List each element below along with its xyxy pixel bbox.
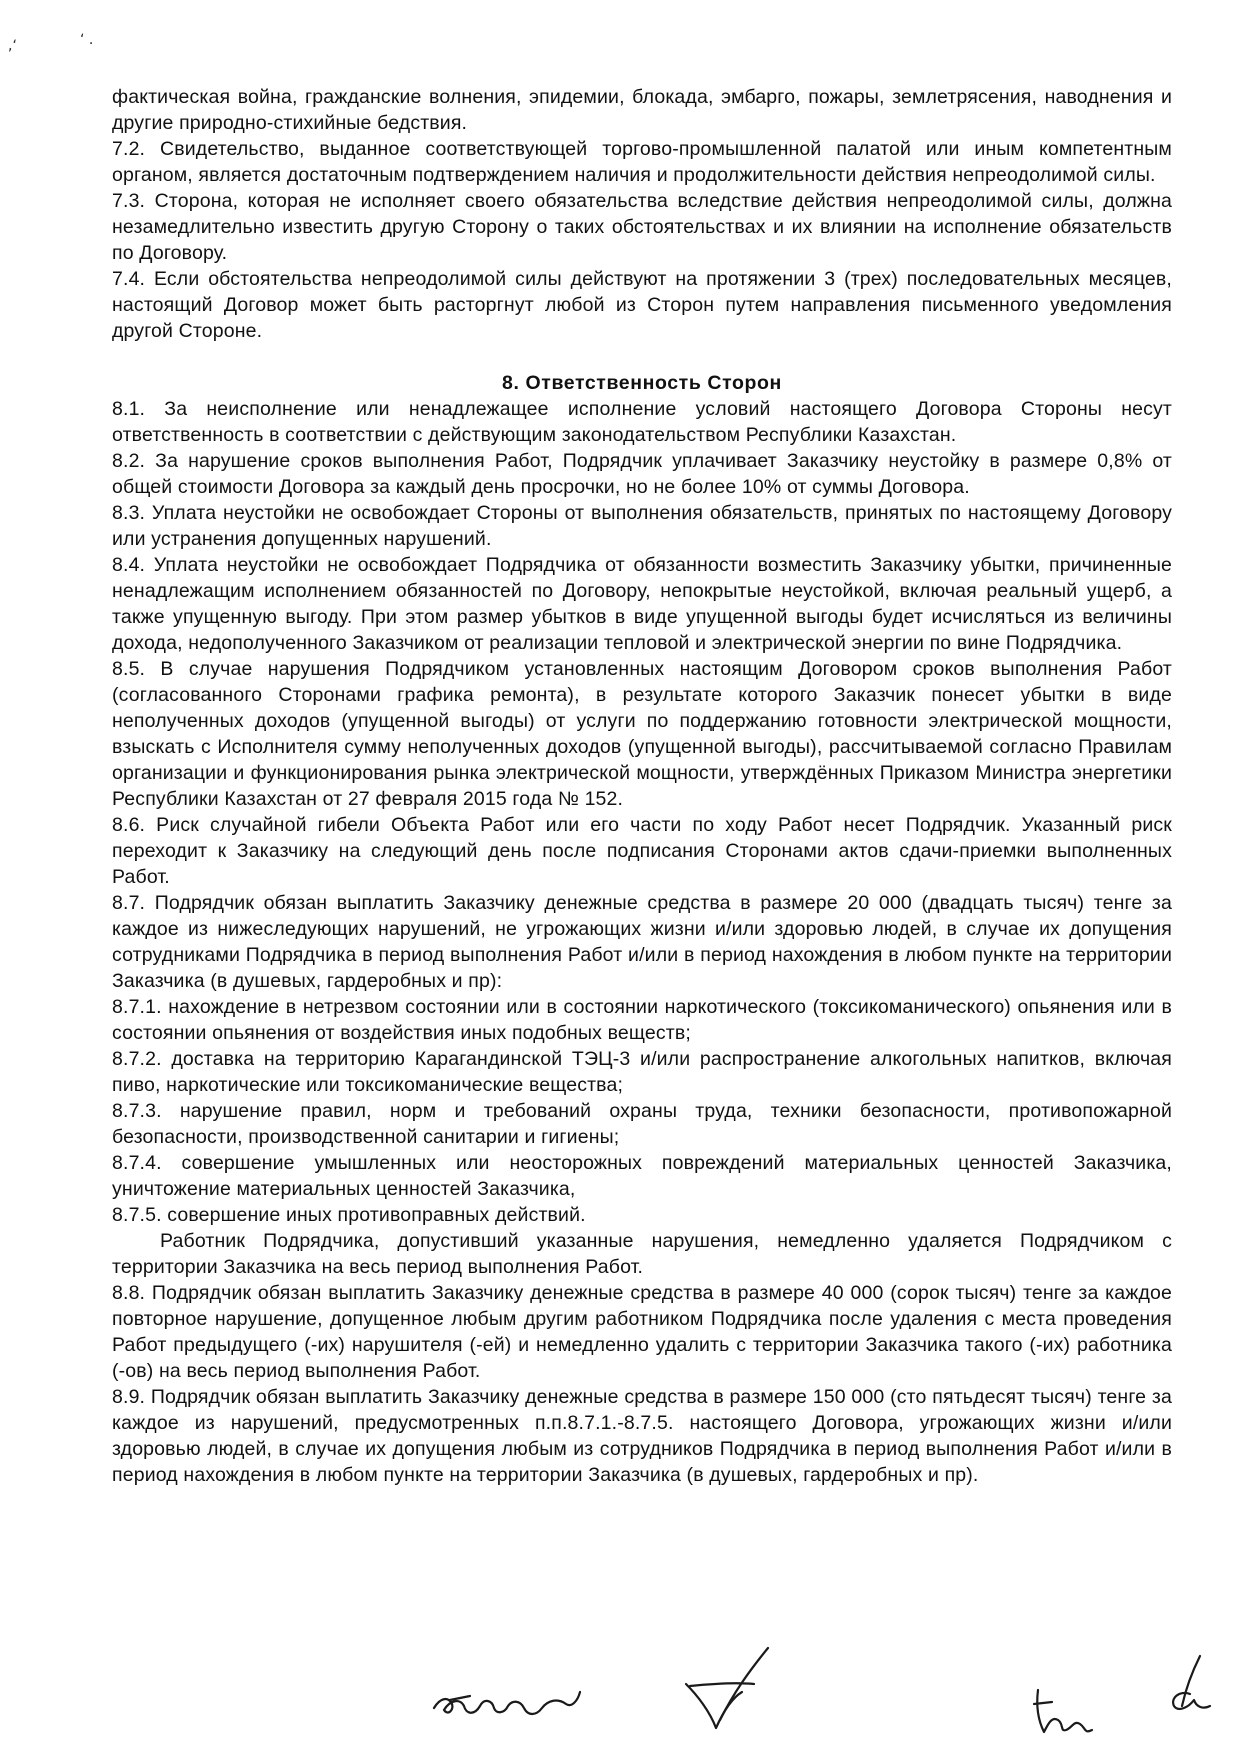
signature-4-icon [1160,1650,1220,1720]
paragraph: 8.9. Подрядчик обязан выплатить Заказчику денежные средства в размере 150 000 (сто пятьдесят тысяч) тенге за каждое из нарушений, предусмотренных п.п.8.7.1.-8.7.5. настоящего Договора, угрожающих жизни и/или здоровью людей, в случае их допущения любым из сотрудников Подрядчика в период выполнения Работ и/или в период нахождения в любом пункте на территории Заказчика (в душевых, гардеробных и пр). [112,1386,1172,1486]
signature-1-icon [430,1670,610,1730]
scan-mark-top-left-2: ‘ . [80,32,94,48]
document-body [112,84,1172,1488]
paragraph: 8.6. Риск случайной гибели Объекта Работ или его части по ходу Работ несет Подрядчик. Указанный риск переходит к Заказчику на следующий день после подписания Сторонами актов сдачи-приемки выполненных Работ. [112,814,1172,888]
paragraph: 8.2. За нарушение сроков выполнения Работ, Подрядчик уплачивает Заказчику неустойку в размере 0,8% от общей стоимости Договора за каждый день просрочки, но не более 10% от суммы Договора. [112,450,1172,498]
paragraph: 7.2. Свидетельство, выданное соответствующей торгово-промышленной палатой или иным компетентным органом, является достаточным подтверждением наличия и продолжительности действия непреодолимой силы. [112,138,1172,186]
paragraph: 8.7.4. совершение умышленных или неосторожных повреждений материальных ценностей Заказчика, уничтожение материальных ценностей Заказчика, [112,1152,1172,1200]
paragraph: 7.4. Если обстоятельства непреодолимой силы действуют на протяжении 3 (трех) последовательных месяцев, настоящий Договор может быть расторгнут любой из Сторон путем направления письменного уведомления другой Стороне. [112,268,1172,342]
paragraph: 8.7.2. доставка на территорию Карагандинской ТЭЦ-3 и/или распространение алкогольных напитков, включая пиво, наркотические или токсикоманические вещества; [112,1048,1172,1096]
paragraph: фактическая война, гражданские волнения, эпидемии, блокада, эмбарго, пожары, землетрясения, наводнения и другие природно-стихийные бедствия. [112,86,1172,134]
paragraph: 8.5. В случае нарушения Подрядчиком установленных настоящим Договором сроков выполнения Работ (согласованного Сторонами графика ремонта), в результате которого Заказчик понесет убытки в виде неполученных доходов (упущенной выгоды) от услуги по поддержанию готовности электрической мощности, взыскать с Исполнителя сумму неполученных доходов (упущенной выгоды), рассчитываемой согласно Правилам организации и функционирования рынка электрической мощности, утверждённых Приказом Министра энергетики Республики Казахстан от 27 февраля 2015 года № 152. [112,658,1172,810]
paragraph: 7.3. Сторона, которая не исполняет своего обязательства вследствие действия непреодолимой силы, должна незамедлительно известить другую Сторону о таких обстоятельствах и их влиянии на исполнение обязательств по Договору. [112,190,1172,264]
paragraph: 8.4. Уплата неустойки не освобождает Подрядчика от обязанности возместить Заказчику убытки, причиненные ненадлежащим исполнением обязанностей по Договору, непокрытые неустойкой, включая реальный ущерб, а также упущенную выгоду. При этом размер убытков в виде упущенной выгоды будет исчисляться из величины дохода, недополученного Заказчиком от реализации тепловой и электрической энергии по вине Подрядчика. [112,554,1172,654]
spacer [112,344,1172,370]
paragraph: 8.1. За неисполнение или ненадлежащее исполнение условий настоящего Договора Стороны несут ответственность в соответствии с действующим законодательством Республики Казахстан. [112,398,1172,446]
paragraph: 8.8. Подрядчик обязан выплатить Заказчику денежные средства в размере 40 000 (сорок тысяч) тенге за каждое повторное нарушение, допущенное любым другим работником Подрядчика после удаления с места проведения Работ предыдущего (-их) нарушителя (-ей) и немедленно удалить с территории Заказчика такого (-их) работника (-ов) на весь период выполнения Работ. [112,1282,1172,1382]
paragraph: 8.7.5. совершение иных противоправных действий. [112,1204,586,1226]
paragraph: 8.3. Уплата неустойки не освобождает Стороны от выполнения обязательств, принятых по настоящему Договору или устранения допущенных нарушений. [112,502,1172,550]
paragraph: 8.7. Подрядчик обязан выплатить Заказчику денежные средства в размере 20 000 (двадцать тысяч) тенге за каждое из нижеследующих нарушений, не угрожающих жизни и/или здоровью людей, в случае их допущения сотрудниками Подрядчика в период выполнения Работ и/или в период нахождения в любом пункте на территории Заказчика (в душевых, гардеробных и пр): [112,892,1172,992]
scan-mark-top-left: ,‘ [8,38,17,54]
signature-3-icon [1030,1680,1100,1740]
paragraph: 8.7.3. нарушение правил, норм и требований охраны труда, техники безопасности, противопожарной безопасности, производственной санитарии и гигиены; [112,1100,1172,1148]
section-heading: 8. Ответственность Сторон [502,372,782,394]
indented-paragraph: Работник Подрядчика, допустивший указанные нарушения, немедленно удаляется Подрядчиком с территории Заказчика на весь период выполнения Работ. [112,1230,1172,1278]
signature-2-icon [680,1640,790,1740]
paragraph: 8.7.1. нахождение в нетрезвом состоянии или в состоянии наркотического (токсикоманического) опьянения или в состоянии опьянения от воздействия иных подобных веществ; [112,996,1172,1044]
